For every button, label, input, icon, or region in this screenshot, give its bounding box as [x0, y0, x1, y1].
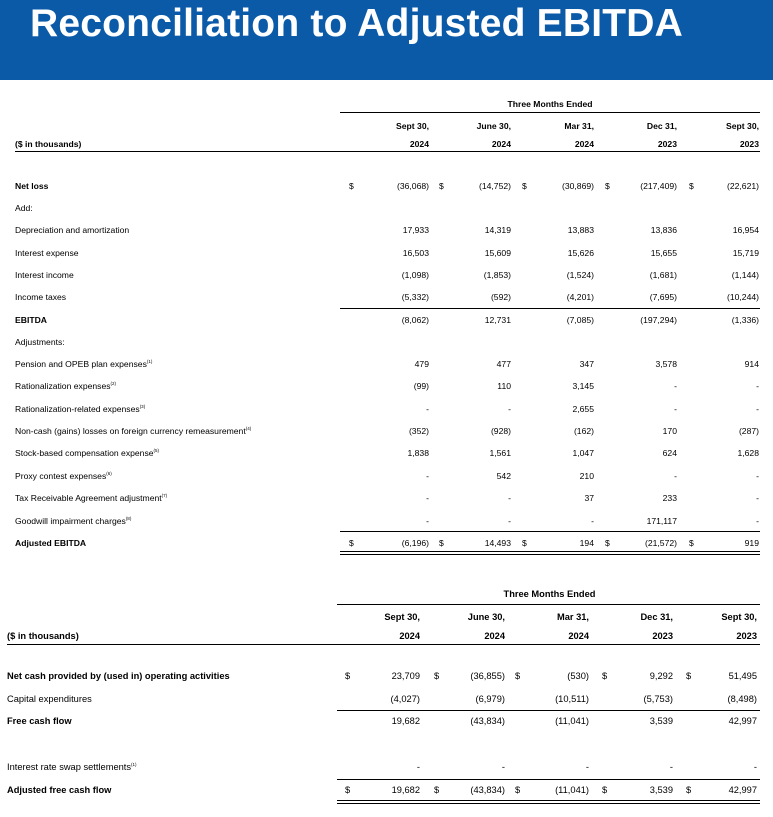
value-cell: 42,997: [728, 716, 757, 726]
row-label: Free cash flow: [7, 716, 72, 726]
value-cell: -: [756, 493, 759, 503]
value-cell: 12,731: [484, 315, 511, 325]
value-cell: -: [674, 404, 677, 414]
value-cell: (928): [490, 426, 511, 436]
total-rule: [340, 551, 760, 552]
value-cell: 42,997: [728, 785, 757, 795]
column-header-line2: 2023: [739, 139, 759, 149]
header-rule: [337, 604, 760, 605]
value-cell: (4,027): [390, 694, 420, 704]
value-cell: (352): [408, 426, 429, 436]
value-cell: -: [674, 471, 677, 481]
value-cell: 624: [662, 448, 677, 458]
value-cell: (10,511): [555, 694, 589, 704]
column-header-line2: 2024: [574, 139, 594, 149]
value-cell: (22,621): [726, 181, 759, 191]
subtotal-rule: [337, 779, 760, 780]
value-cell: 477: [496, 359, 511, 369]
row-label: [15, 359, 152, 369]
value-cell: 170: [662, 426, 677, 436]
value-cell: (10,244): [726, 292, 759, 302]
column-header-line1: June 30,: [467, 612, 505, 622]
value-cell: (8,498): [727, 694, 757, 704]
value-cell: (7,695): [649, 292, 677, 302]
value-cell: -: [756, 516, 759, 526]
total-rule-double: [337, 803, 760, 804]
currency-symbol: $: [686, 671, 692, 681]
value-cell: 9,292: [649, 671, 673, 681]
row-label: Interest expense: [15, 248, 79, 258]
value-cell: 1,628: [737, 448, 759, 458]
value-cell: (43,834): [470, 716, 505, 726]
column-header-line1: Sept 30,: [721, 612, 757, 622]
value-cell: 14,493: [484, 538, 511, 548]
row-label-text: Tax Receivable Agreement adjustment: [15, 493, 162, 503]
value-cell: 479: [414, 359, 429, 369]
value-cell: (7,085): [566, 315, 594, 325]
value-cell: -: [756, 404, 759, 414]
column-header-line2: 2024: [568, 631, 589, 641]
column-header-line1: Dec 31,: [646, 121, 677, 131]
value-cell: 23,709: [391, 671, 420, 681]
value-cell: -: [508, 404, 511, 414]
title-banner: [0, 0, 773, 80]
row-label: Net loss: [15, 181, 49, 191]
value-cell: -: [501, 762, 505, 772]
column-header-line2: 2023: [652, 631, 673, 641]
value-cell: -: [756, 471, 759, 481]
value-cell: (197,294): [640, 315, 677, 325]
value-cell: (4,201): [566, 292, 594, 302]
row-label: Adjusted EBITDA: [15, 538, 87, 548]
value-cell: 3,539: [649, 785, 673, 795]
value-cell: 1,838: [407, 448, 429, 458]
currency-symbol: $: [434, 671, 440, 681]
currency-symbol: $: [686, 785, 692, 795]
row-label: [15, 471, 112, 481]
currency-symbol: $: [605, 181, 610, 191]
value-cell: -: [426, 516, 429, 526]
value-cell: 15,626: [567, 248, 594, 258]
currency-symbol: $: [602, 785, 608, 795]
value-cell: (8,062): [401, 315, 429, 325]
value-cell: (1,853): [483, 270, 511, 280]
row-label: [15, 426, 251, 436]
value-cell: 19,682: [391, 785, 420, 795]
footnote-marker: (3): [139, 404, 146, 410]
value-cell: 13,836: [650, 225, 677, 235]
value-cell: 194: [579, 538, 594, 548]
value-cell: -: [585, 762, 589, 772]
page-title: Reconciliation to Adjusted EBITDA: [30, 2, 684, 45]
value-cell: (5,753): [643, 694, 673, 704]
value-cell: (162): [573, 426, 594, 436]
currency-symbol: $: [689, 181, 694, 191]
currency-symbol: $: [602, 671, 608, 681]
value-cell: 347: [579, 359, 594, 369]
row-label: Depreciation and amortization: [15, 225, 130, 235]
value-cell: (43,834): [470, 785, 505, 795]
currency-symbol: $: [434, 785, 440, 795]
footnote-marker: (7): [161, 493, 168, 499]
row-label: [15, 448, 159, 458]
column-header-line1: June 30,: [476, 121, 511, 131]
column-header-line2: 2024: [484, 631, 505, 641]
currency-symbol: $: [522, 538, 527, 548]
currency-symbol: $: [689, 538, 694, 548]
value-cell: (5,332): [401, 292, 429, 302]
value-cell: -: [591, 516, 594, 526]
value-cell: (1,098): [401, 270, 429, 280]
row-label: [15, 493, 167, 503]
row-label-text: Stock-based compensation expense: [15, 448, 154, 458]
value-cell: 16,503: [402, 248, 429, 258]
units-label: ($ in thousands): [15, 139, 82, 149]
header-rule: [340, 112, 760, 113]
value-cell: 171,117: [646, 516, 677, 526]
value-cell: (1,681): [649, 270, 677, 280]
value-cell: 15,719: [732, 248, 759, 258]
column-header-line1: Mar 31,: [564, 121, 594, 131]
row-label-text: Rationalization-related expenses: [15, 404, 140, 414]
row-label-text: Goodwill impairment charges: [15, 516, 126, 526]
value-cell: 2,655: [572, 404, 594, 414]
currency-symbol: $: [349, 538, 354, 548]
value-cell: (217,409): [640, 181, 677, 191]
value-cell: -: [426, 404, 429, 414]
value-cell: (592): [490, 292, 511, 302]
units-label: ($ in thousands): [7, 631, 79, 641]
value-cell: (36,068): [396, 181, 429, 191]
value-cell: (287): [738, 426, 759, 436]
value-cell: 110: [497, 381, 511, 391]
value-cell: -: [508, 493, 511, 503]
column-header-line1: Sept 30,: [384, 612, 420, 622]
currency-symbol: $: [522, 181, 527, 191]
value-cell: -: [669, 762, 673, 772]
value-cell: 542: [496, 471, 511, 481]
total-rule: [337, 800, 760, 801]
subtotal-rule: [340, 308, 760, 309]
value-cell: (99): [413, 381, 429, 391]
footnote-marker: (1): [131, 761, 137, 767]
row-label: Adjustments:: [15, 337, 65, 347]
row-label: [15, 381, 116, 391]
value-cell: -: [753, 762, 757, 772]
value-cell: 1,561: [489, 448, 511, 458]
column-header-line1: Mar 31,: [556, 612, 589, 622]
value-cell: -: [426, 471, 429, 481]
currency-symbol: $: [515, 671, 521, 681]
row-label-text: Pension and OPEB plan expenses: [15, 359, 147, 369]
currency-symbol: $: [515, 785, 521, 795]
value-cell: 13,883: [567, 225, 594, 235]
value-cell: 3,145: [572, 381, 594, 391]
value-cell: 1,047: [572, 448, 594, 458]
value-cell: 16,954: [732, 225, 759, 235]
value-cell: (1,336): [731, 315, 759, 325]
row-label-text: Non-cash (gains) losses on foreign currency remeasurement: [15, 426, 246, 436]
row-label: [15, 516, 131, 526]
value-cell: 15,655: [650, 248, 677, 258]
row-label-text: Interest rate swap settlements: [7, 762, 132, 772]
value-cell: -: [416, 762, 420, 772]
subtotal-rule: [340, 531, 760, 532]
currency-symbol: $: [605, 538, 610, 548]
currency-symbol: $: [349, 181, 354, 191]
footnote-marker: (8): [125, 516, 132, 522]
row-label-text: Proxy contest expenses: [15, 471, 107, 481]
column-header-line1: Dec 31,: [640, 612, 673, 622]
column-header-line2: 2023: [736, 631, 757, 641]
value-cell: 51,495: [728, 671, 757, 681]
value-cell: (530): [567, 671, 589, 681]
row-label: Net cash provided by (used in) operating activities: [7, 671, 230, 681]
value-cell: 210: [579, 471, 594, 481]
value-cell: (1,144): [731, 270, 759, 280]
row-label: Add:: [15, 203, 33, 213]
currency-symbol: $: [439, 181, 444, 191]
value-cell: 15,609: [484, 248, 511, 258]
currency-symbol: $: [345, 671, 351, 681]
value-cell: (36,855): [470, 671, 505, 681]
value-cell: 919: [744, 538, 759, 548]
column-header-line2: 2023: [657, 139, 677, 149]
footnote-marker: (5): [153, 448, 160, 454]
row-label: [7, 762, 137, 772]
column-header-line1: Sept 30,: [726, 121, 759, 131]
row-label: Capital expenditures: [7, 694, 92, 704]
value-cell: 914: [744, 359, 759, 369]
value-cell: (6,979): [475, 694, 505, 704]
value-cell: -: [426, 493, 429, 503]
column-header-line1: Sept 30,: [396, 121, 429, 131]
column-header-rule: [15, 151, 760, 152]
value-cell: (14,752): [478, 181, 511, 191]
column-header-line2: 2024: [491, 139, 511, 149]
value-cell: (11,041): [555, 716, 589, 726]
total-rule-double: [340, 554, 760, 555]
value-cell: 17,933: [402, 225, 429, 235]
value-cell: 37: [584, 493, 594, 503]
value-cell: 19,682: [391, 716, 420, 726]
row-label: Interest income: [15, 270, 74, 280]
footnote-marker: (1): [146, 359, 153, 365]
value-cell: -: [674, 381, 677, 391]
row-label: EBITDA: [15, 315, 47, 325]
row-label: Income taxes: [15, 292, 67, 302]
value-cell: (30,869): [561, 181, 594, 191]
footnote-marker: (6): [106, 471, 112, 477]
currency-symbol: $: [439, 538, 444, 548]
column-header-rule: [7, 644, 760, 645]
footnote-marker: (4): [245, 426, 252, 432]
value-cell: (11,041): [555, 785, 589, 795]
value-cell: 3,578: [655, 359, 677, 369]
period-header: Three Months Ended: [503, 589, 596, 599]
value-cell: 3,539: [649, 716, 673, 726]
period-header: Three Months Ended: [507, 99, 593, 109]
value-cell: (21,572): [644, 538, 677, 548]
value-cell: (1,524): [566, 270, 594, 280]
row-label-text: Rationalization expenses: [15, 381, 111, 391]
value-cell: (6,196): [401, 538, 429, 548]
currency-symbol: $: [345, 785, 351, 795]
column-header-line2: 2024: [399, 631, 420, 641]
subtotal-rule: [337, 710, 760, 711]
row-label: [15, 404, 145, 414]
column-header-line2: 2024: [409, 139, 429, 149]
value-cell: -: [508, 516, 511, 526]
value-cell: 14,319: [484, 225, 511, 235]
footnote-marker: (2): [110, 381, 117, 387]
value-cell: -: [756, 381, 759, 391]
row-label: Adjusted free cash flow: [7, 785, 112, 795]
value-cell: 233: [662, 493, 677, 503]
